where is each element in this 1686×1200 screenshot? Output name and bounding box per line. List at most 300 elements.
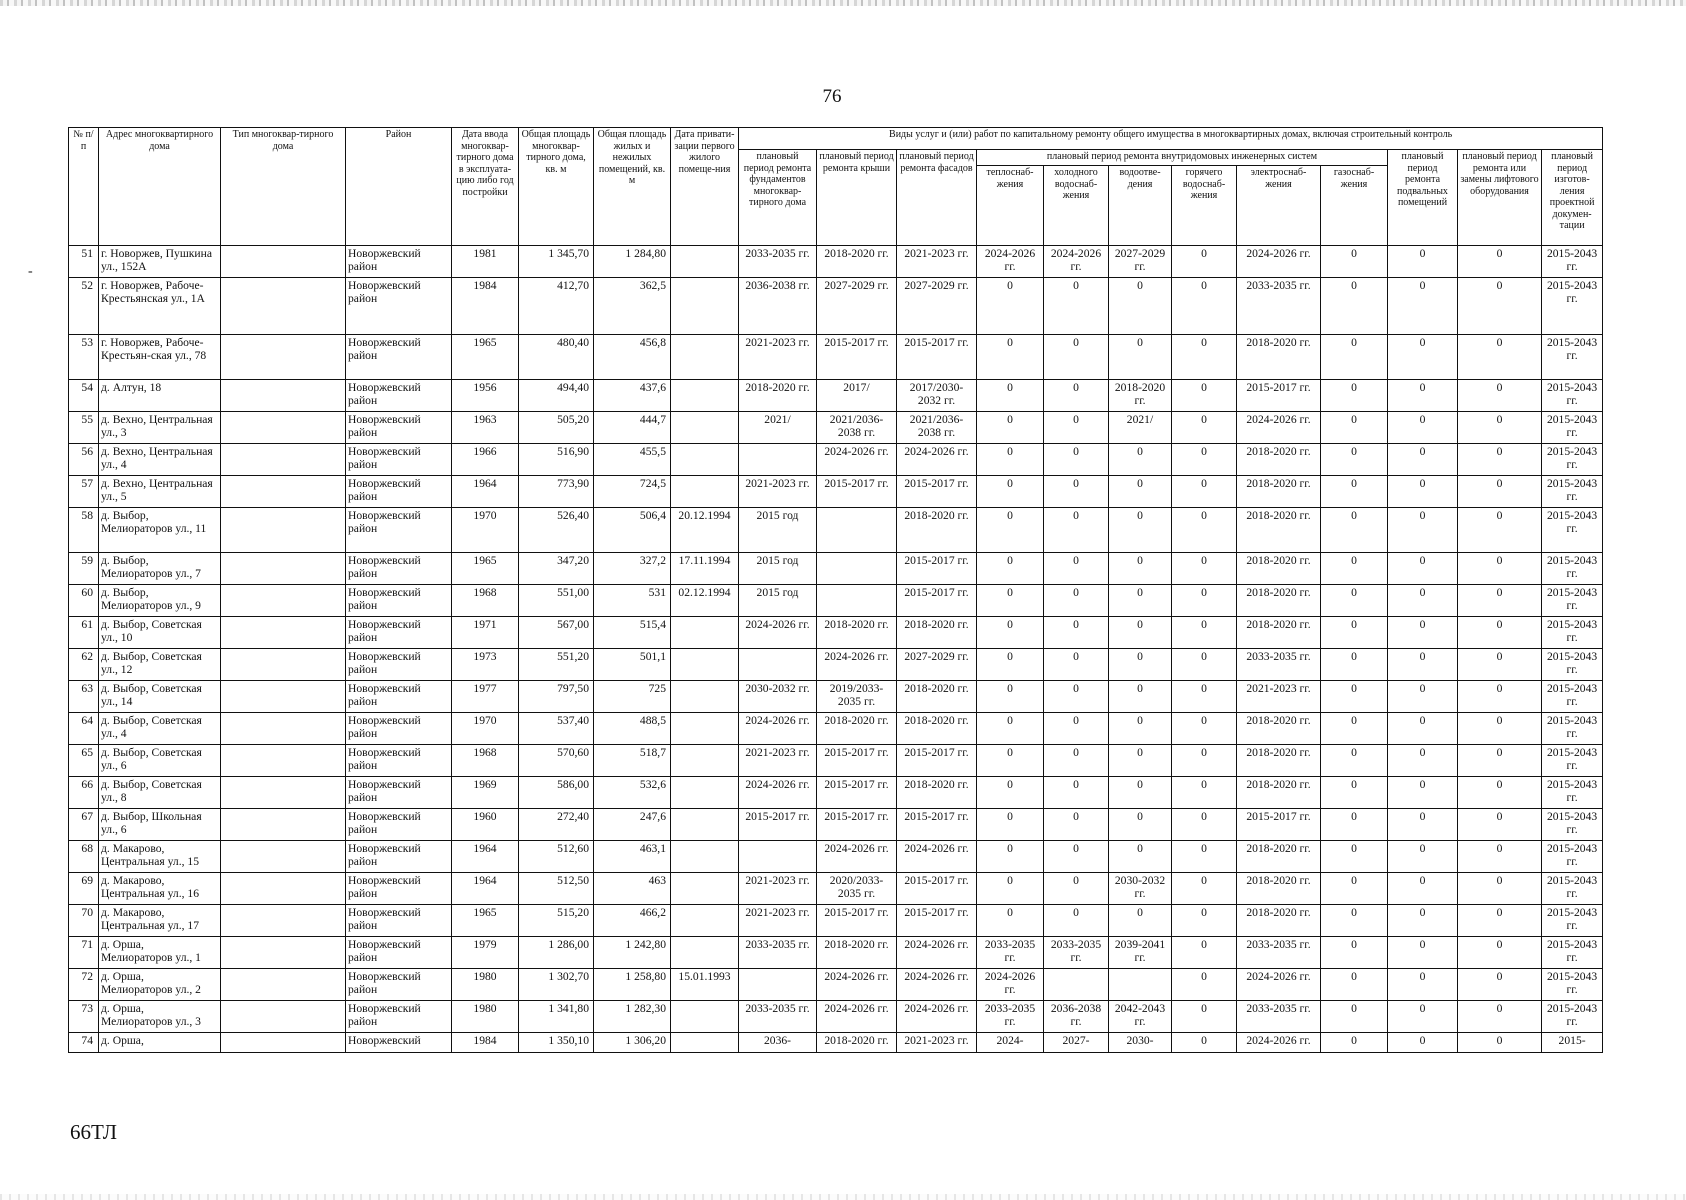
header-heat: теплоснаб-жения (977, 166, 1044, 246)
row-district: Новоржевский район (346, 777, 452, 809)
row-district: Новоржевский район (346, 809, 452, 841)
row-foundation: 2021-2023 гг. (739, 745, 817, 777)
row-year: 1981 (452, 246, 519, 278)
row-address: д. Выбор, Школьная ул., 6 (99, 809, 221, 841)
row-year: 1977 (452, 681, 519, 713)
row-foundation: 2021-2023 гг. (739, 335, 817, 380)
row-year: 1964 (452, 841, 519, 873)
row-number: 53 (69, 335, 99, 380)
row-roof: 2024-2026 гг. (817, 841, 897, 873)
table-row (69, 745, 1603, 777)
row-basement: 0 (1388, 617, 1458, 649)
row-type (221, 809, 346, 841)
table-row (69, 713, 1603, 745)
row-sewer: 2039-2041 гг. (1109, 937, 1172, 969)
row-basement: 0 (1388, 553, 1458, 585)
row-total-area: 272,40 (519, 809, 594, 841)
row-total-area: 1 302,70 (519, 969, 594, 1001)
row-cold-water: 0 (1044, 508, 1109, 553)
row-electric: 2015-2017 гг. (1237, 380, 1321, 412)
row-roof: 2015-2017 гг. (817, 476, 897, 508)
row-foundation: 2024-2026 гг. (739, 617, 817, 649)
row-gas: 0 (1321, 553, 1388, 585)
row-basement: 0 (1388, 873, 1458, 905)
row-basement: 0 (1388, 905, 1458, 937)
row-number: 72 (69, 969, 99, 1001)
row-gas: 0 (1321, 1033, 1388, 1053)
row-type (221, 649, 346, 681)
row-address: д. Выбор, Советская ул., 6 (99, 745, 221, 777)
row-privatization (671, 841, 739, 873)
row-living-area: 1 306,20 (594, 1033, 671, 1053)
row-living-area: 437,6 (594, 380, 671, 412)
row-roof (817, 585, 897, 617)
row-district: Новоржевский район (346, 553, 452, 585)
row-living-area: 532,6 (594, 777, 671, 809)
row-hot-water: 0 (1172, 745, 1237, 777)
row-hot-water: 0 (1172, 841, 1237, 873)
row-foundation: 2015 год (739, 508, 817, 553)
row-total-area: 516,90 (519, 444, 594, 476)
row-design-docs: 2015-2043 гг. (1542, 745, 1603, 777)
row-privatization (671, 649, 739, 681)
row-year: 1984 (452, 278, 519, 335)
row-year: 1965 (452, 553, 519, 585)
row-electric: 2033-2035 гг. (1237, 937, 1321, 969)
row-gas: 0 (1321, 905, 1388, 937)
row-design-docs: 2015-2043 гг. (1542, 508, 1603, 553)
row-district: Новоржевский район (346, 681, 452, 713)
row-cold-water: 0 (1044, 476, 1109, 508)
row-electric: 2018-2020 гг. (1237, 585, 1321, 617)
row-basement: 0 (1388, 508, 1458, 553)
row-cold-water: 2033-2035 гг. (1044, 937, 1109, 969)
row-elevator: 0 (1458, 873, 1542, 905)
row-basement: 0 (1388, 841, 1458, 873)
row-roof: 2015-2017 гг. (817, 777, 897, 809)
row-heat: 0 (977, 905, 1044, 937)
row-type (221, 841, 346, 873)
row-sewer: 0 (1109, 649, 1172, 681)
row-facade: 2018-2020 гг. (897, 713, 977, 745)
row-hot-water: 0 (1172, 335, 1237, 380)
row-type (221, 1001, 346, 1033)
row-total-area: 347,20 (519, 553, 594, 585)
scan-edge-bottom (0, 1194, 1686, 1200)
row-address: д. Макарово, Центральная ул., 15 (99, 841, 221, 873)
table-row (69, 969, 1603, 1001)
row-basement: 0 (1388, 444, 1458, 476)
row-living-area: 362,5 (594, 278, 671, 335)
row-hot-water: 0 (1172, 617, 1237, 649)
row-foundation (739, 841, 817, 873)
row-sewer: 2030- (1109, 1033, 1172, 1053)
header-works-group: Виды услуг и (или) работ по капитальному ремонту общего имущества в многоквартирных домах, включая строительный контроль (739, 128, 1603, 150)
row-year: 1965 (452, 335, 519, 380)
row-year: 1970 (452, 508, 519, 553)
row-facade: 2027-2029 гг. (897, 649, 977, 681)
row-design-docs: 2015-2043 гг. (1542, 278, 1603, 335)
row-heat: 0 (977, 585, 1044, 617)
row-facade: 2015-2017 гг. (897, 553, 977, 585)
row-number: 65 (69, 745, 99, 777)
row-cold-water: 0 (1044, 905, 1109, 937)
row-hot-water: 0 (1172, 278, 1237, 335)
row-design-docs: 2015-2043 гг. (1542, 937, 1603, 969)
row-roof: 2027-2029 гг. (817, 278, 897, 335)
row-design-docs: 2015-2043 гг. (1542, 969, 1603, 1001)
row-gas: 0 (1321, 809, 1388, 841)
row-living-area: 463 (594, 873, 671, 905)
row-roof: 2015-2017 гг. (817, 335, 897, 380)
header-privatization: Дата привати-зации первого жилого помеще-ния (671, 128, 739, 246)
row-type (221, 585, 346, 617)
row-elevator: 0 (1458, 412, 1542, 444)
row-hot-water: 0 (1172, 873, 1237, 905)
row-hot-water: 0 (1172, 809, 1237, 841)
row-gas: 0 (1321, 969, 1388, 1001)
row-number: 54 (69, 380, 99, 412)
row-sewer: 0 (1109, 335, 1172, 380)
row-district: Новоржевский район (346, 412, 452, 444)
row-roof: 2018-2020 гг. (817, 246, 897, 278)
row-hot-water: 0 (1172, 1001, 1237, 1033)
row-basement: 0 (1388, 335, 1458, 380)
row-foundation: 2036- (739, 1033, 817, 1053)
row-privatization: 20.12.1994 (671, 508, 739, 553)
row-district: Новоржевский район (346, 508, 452, 553)
row-sewer: 2021/ (1109, 412, 1172, 444)
row-type (221, 905, 346, 937)
row-year: 1963 (452, 412, 519, 444)
row-heat: 2033-2035 гг. (977, 937, 1044, 969)
row-sewer: 2018-2020 гг. (1109, 380, 1172, 412)
row-privatization (671, 777, 739, 809)
row-total-area: 586,00 (519, 777, 594, 809)
row-hot-water: 0 (1172, 777, 1237, 809)
row-number: 66 (69, 777, 99, 809)
table-row (69, 617, 1603, 649)
row-total-area: 412,70 (519, 278, 594, 335)
row-sewer: 0 (1109, 585, 1172, 617)
row-number: 56 (69, 444, 99, 476)
row-heat: 2033-2035 гг. (977, 1001, 1044, 1033)
row-sewer: 2042-2043 гг. (1109, 1001, 1172, 1033)
table-row (69, 1001, 1603, 1033)
row-district: Новоржевский район (346, 1001, 452, 1033)
table-row (69, 681, 1603, 713)
row-design-docs: 2015-2043 гг. (1542, 841, 1603, 873)
row-hot-water: 0 (1172, 476, 1237, 508)
row-living-area: 488,5 (594, 713, 671, 745)
row-elevator: 0 (1458, 246, 1542, 278)
row-number: 69 (69, 873, 99, 905)
row-heat: 0 (977, 809, 1044, 841)
row-heat: 0 (977, 777, 1044, 809)
row-foundation: 2036-2038 гг. (739, 278, 817, 335)
row-roof: 2024-2026 гг. (817, 649, 897, 681)
table-row (69, 553, 1603, 585)
row-elevator: 0 (1458, 681, 1542, 713)
row-cold-water: 0 (1044, 278, 1109, 335)
table-row (69, 841, 1603, 873)
row-elevator: 0 (1458, 380, 1542, 412)
row-address: д. Вехно, Центральная ул., 5 (99, 476, 221, 508)
row-foundation: 2024-2026 гг. (739, 777, 817, 809)
row-elevator: 0 (1458, 809, 1542, 841)
row-privatization (671, 873, 739, 905)
row-type (221, 380, 346, 412)
row-design-docs: 2015-2043 гг. (1542, 809, 1603, 841)
row-electric: 2018-2020 гг. (1237, 335, 1321, 380)
row-district: Новоржевский район (346, 278, 452, 335)
row-cold-water: 0 (1044, 745, 1109, 777)
row-living-area: 725 (594, 681, 671, 713)
row-number: 60 (69, 585, 99, 617)
row-year: 1966 (452, 444, 519, 476)
header-year: Дата ввода многоквар-тирного дома в эксплуата-цию либо год постройки (452, 128, 519, 246)
row-basement: 0 (1388, 412, 1458, 444)
row-type (221, 617, 346, 649)
header-type: Тип многоквар-тирного дома (221, 128, 346, 246)
table-row (69, 412, 1603, 444)
row-type (221, 1033, 346, 1053)
row-cold-water: 0 (1044, 335, 1109, 380)
table-row (69, 508, 1603, 553)
row-number: 57 (69, 476, 99, 508)
row-hot-water: 0 (1172, 380, 1237, 412)
row-district: Новоржевский район (346, 649, 452, 681)
row-district: Новоржевский район (346, 585, 452, 617)
row-heat: 0 (977, 412, 1044, 444)
row-number: 74 (69, 1033, 99, 1053)
row-type (221, 278, 346, 335)
row-type (221, 745, 346, 777)
row-gas: 0 (1321, 278, 1388, 335)
table-row (69, 476, 1603, 508)
row-gas: 0 (1321, 873, 1388, 905)
header-hot-water: горячего водоснаб-жения (1172, 166, 1237, 246)
row-elevator: 0 (1458, 1033, 1542, 1053)
row-number: 68 (69, 841, 99, 873)
row-district: Новоржевский район (346, 873, 452, 905)
row-foundation: 2021-2023 гг. (739, 905, 817, 937)
row-elevator: 0 (1458, 969, 1542, 1001)
row-number: 59 (69, 553, 99, 585)
row-facade: 2021-2023 гг. (897, 246, 977, 278)
row-address: д. Вехно, Центральная ул., 4 (99, 444, 221, 476)
header-electric: электроснаб-жения (1237, 166, 1321, 246)
row-hot-water: 0 (1172, 412, 1237, 444)
row-facade: 2018-2020 гг. (897, 681, 977, 713)
row-gas: 0 (1321, 444, 1388, 476)
row-basement: 0 (1388, 745, 1458, 777)
row-privatization (671, 617, 739, 649)
row-electric: 2018-2020 гг. (1237, 841, 1321, 873)
row-heat: 0 (977, 278, 1044, 335)
header-sewer: водоотве-дения (1109, 166, 1172, 246)
row-gas: 0 (1321, 937, 1388, 969)
row-gas: 0 (1321, 380, 1388, 412)
row-facade: 2024-2026 гг. (897, 937, 977, 969)
row-number: 58 (69, 508, 99, 553)
row-heat: 2024-2026 гг. (977, 969, 1044, 1001)
row-sewer: 0 (1109, 553, 1172, 585)
row-year: 1964 (452, 873, 519, 905)
row-foundation: 2018-2020 гг. (739, 380, 817, 412)
table-row (69, 335, 1603, 380)
row-total-area: 480,40 (519, 335, 594, 380)
row-living-area: 456,8 (594, 335, 671, 380)
row-total-area: 1 341,80 (519, 1001, 594, 1033)
row-facade: 2017/2030-2032 гг. (897, 380, 977, 412)
row-year: 1960 (452, 809, 519, 841)
row-gas: 0 (1321, 745, 1388, 777)
row-sewer: 0 (1109, 905, 1172, 937)
header-foundation: плановый период ремонта фундаментов многоквар-тирного дома (739, 150, 817, 246)
row-roof (817, 508, 897, 553)
row-hot-water: 0 (1172, 713, 1237, 745)
header-address: Адрес многоквартирного дома (99, 128, 221, 246)
row-basement: 0 (1388, 1001, 1458, 1033)
row-sewer: 2030-2032 гг. (1109, 873, 1172, 905)
row-number: 63 (69, 681, 99, 713)
row-gas: 0 (1321, 777, 1388, 809)
header-systems-group: плановый период ремонта внутридомовых инженерных систем (977, 150, 1388, 166)
table-row (69, 1033, 1603, 1053)
row-living-area: 515,4 (594, 617, 671, 649)
table-row (69, 246, 1603, 278)
row-total-area: 505,20 (519, 412, 594, 444)
table-row (69, 278, 1603, 335)
row-foundation (739, 969, 817, 1001)
row-elevator: 0 (1458, 777, 1542, 809)
row-privatization (671, 278, 739, 335)
row-hot-water: 0 (1172, 585, 1237, 617)
row-heat: 0 (977, 617, 1044, 649)
row-total-area: 1 345,70 (519, 246, 594, 278)
row-electric: 2018-2020 гг. (1237, 713, 1321, 745)
row-cold-water: 2024-2026 гг. (1044, 246, 1109, 278)
row-type (221, 873, 346, 905)
row-design-docs: 2015-2043 гг. (1542, 649, 1603, 681)
row-facade: 2024-2026 гг. (897, 1001, 977, 1033)
row-cold-water: 0 (1044, 841, 1109, 873)
row-heat: 0 (977, 841, 1044, 873)
row-year: 1979 (452, 937, 519, 969)
row-heat: 0 (977, 553, 1044, 585)
row-facade: 2015-2017 гг. (897, 476, 977, 508)
row-elevator: 0 (1458, 444, 1542, 476)
row-living-area: 327,2 (594, 553, 671, 585)
row-basement: 0 (1388, 777, 1458, 809)
row-basement: 0 (1388, 713, 1458, 745)
row-address: д. Макарово, Центральная ул., 16 (99, 873, 221, 905)
row-cold-water: 2027- (1044, 1033, 1109, 1053)
row-address: д. Выбор, Мелиораторов ул., 9 (99, 585, 221, 617)
row-address: д. Выбор, Советская ул., 12 (99, 649, 221, 681)
row-year: 1980 (452, 1001, 519, 1033)
row-cold-water: 0 (1044, 777, 1109, 809)
row-privatization (671, 905, 739, 937)
row-privatization (671, 335, 739, 380)
row-design-docs: 2015- (1542, 1033, 1603, 1053)
row-type (221, 335, 346, 380)
row-facade: 2021/2036-2038 гг. (897, 412, 977, 444)
row-roof: 2015-2017 гг. (817, 809, 897, 841)
row-sewer: 0 (1109, 444, 1172, 476)
row-type (221, 777, 346, 809)
row-design-docs: 2015-2043 гг. (1542, 873, 1603, 905)
row-living-area: 724,5 (594, 476, 671, 508)
table-row (69, 873, 1603, 905)
row-district: Новоржевский район (346, 335, 452, 380)
row-total-area: 551,20 (519, 649, 594, 681)
row-electric: 2018-2020 гг. (1237, 617, 1321, 649)
row-number: 62 (69, 649, 99, 681)
row-total-area: 515,20 (519, 905, 594, 937)
row-roof (817, 553, 897, 585)
row-sewer (1109, 969, 1172, 1001)
row-hot-water: 0 (1172, 937, 1237, 969)
row-facade: 2018-2020 гг. (897, 777, 977, 809)
row-year: 1969 (452, 777, 519, 809)
row-year: 1973 (452, 649, 519, 681)
row-elevator: 0 (1458, 841, 1542, 873)
row-foundation: 2015-2017 гг. (739, 809, 817, 841)
row-gas: 0 (1321, 585, 1388, 617)
row-roof: 2024-2026 гг. (817, 1001, 897, 1033)
row-design-docs: 2015-2043 гг. (1542, 617, 1603, 649)
row-privatization: 15.01.1993 (671, 969, 739, 1001)
row-foundation: 2033-2035 гг. (739, 246, 817, 278)
row-heat: 0 (977, 681, 1044, 713)
row-heat: 2024-2026 гг. (977, 246, 1044, 278)
row-gas: 0 (1321, 713, 1388, 745)
row-sewer: 0 (1109, 777, 1172, 809)
scan-edge-top (0, 0, 1686, 6)
header-design-docs: плановый период изготов-ления проектной докумен-тации (1542, 150, 1603, 246)
row-elevator: 0 (1458, 278, 1542, 335)
row-design-docs: 2015-2043 гг. (1542, 553, 1603, 585)
row-living-area: 518,7 (594, 745, 671, 777)
row-roof: 2018-2020 гг. (817, 937, 897, 969)
row-district: Новоржевский район (346, 246, 452, 278)
row-district: Новоржевский район (346, 444, 452, 476)
row-number: 51 (69, 246, 99, 278)
row-electric: 2018-2020 гг. (1237, 873, 1321, 905)
row-foundation: 2033-2035 гг. (739, 1001, 817, 1033)
row-sewer: 0 (1109, 617, 1172, 649)
row-gas: 0 (1321, 649, 1388, 681)
row-number: 70 (69, 905, 99, 937)
row-design-docs: 2015-2043 гг. (1542, 681, 1603, 713)
row-privatization (671, 476, 739, 508)
row-address: д. Орша, Мелиораторов ул., 3 (99, 1001, 221, 1033)
row-facade: 2024-2026 гг. (897, 969, 977, 1001)
row-privatization (671, 246, 739, 278)
row-heat: 0 (977, 444, 1044, 476)
row-district: Новоржевский район (346, 937, 452, 969)
row-district: Новоржевский (346, 1033, 452, 1053)
row-hot-water: 0 (1172, 905, 1237, 937)
row-gas: 0 (1321, 617, 1388, 649)
row-design-docs: 2015-2043 гг. (1542, 713, 1603, 745)
row-type (221, 412, 346, 444)
row-living-area: 466,2 (594, 905, 671, 937)
row-address: д. Выбор, Советская ул., 14 (99, 681, 221, 713)
row-roof: 2017/ (817, 380, 897, 412)
